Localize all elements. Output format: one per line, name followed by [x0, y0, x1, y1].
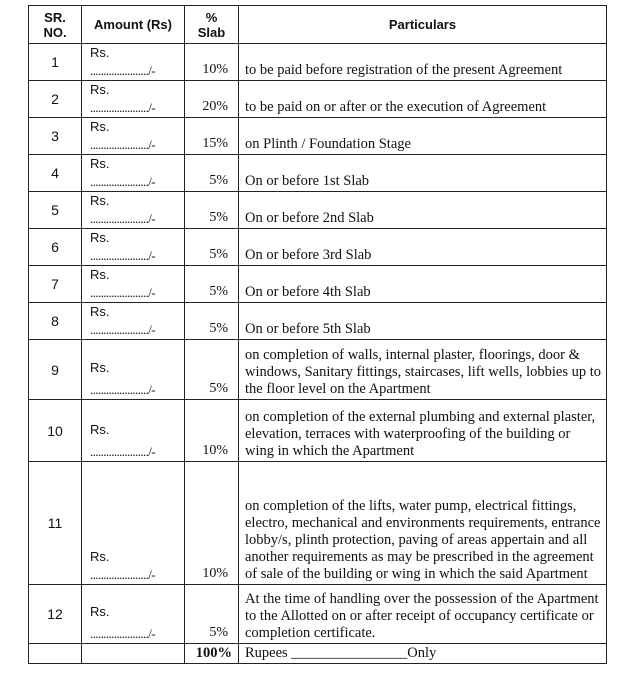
slab-percent-cell: 10%: [185, 400, 239, 462]
sr-no-cell: 2: [29, 81, 82, 118]
sr-no-cell: 5: [29, 192, 82, 229]
rs-label: Rs.: [90, 193, 110, 208]
sr-no-cell: 3: [29, 118, 82, 155]
amount-cell-content: [90, 44, 184, 80]
sr-no-cell: 6: [29, 229, 82, 266]
table-row: [29, 44, 607, 81]
table-row: [29, 81, 607, 118]
rs-label: Rs.: [90, 422, 110, 437]
slab-percent-cell: 5%: [185, 266, 239, 303]
slab-percent-cell: 5%: [185, 192, 239, 229]
amount-blank: ....................../-: [90, 285, 156, 300]
amount-blank: ....................../-: [90, 174, 156, 189]
particulars-cell: At the time of handling over the possession of the Apartment to the Allotted on or after receipt of occupancy certificate or completion certificate.: [239, 585, 607, 644]
header-slab-line2: Slab: [197, 24, 226, 40]
amount-blank: ....................../-: [90, 626, 156, 641]
amount-cell: [82, 585, 185, 644]
sr-no-cell: 4: [29, 155, 82, 192]
rs-label: Rs.: [90, 604, 110, 619]
particulars-cell: on completion of the lifts, water pump, electrical fittings, electro, mechanical and environments requirements, entrance lobby/s, plinth protection, paving of areas appertain and all another requirements as may be prescribed in the agreement of sale of the building or wing in which the said Apartment: [239, 462, 607, 585]
header-amount: Amount (Rs): [82, 6, 185, 44]
table-row: [29, 192, 607, 229]
header-sr-no: [29, 6, 82, 44]
slab-percent-cell: 15%: [185, 118, 239, 155]
amount-blank: ....................../-: [90, 137, 156, 152]
amount-blank: ....................../-: [90, 322, 156, 337]
amount-blank: ....................../-: [90, 211, 156, 226]
rs-label: Rs.: [90, 360, 110, 375]
sr-no-cell: 12: [29, 585, 82, 644]
slab-percent-cell: 5%: [185, 229, 239, 266]
particulars-cell: On or before 4th Slab: [239, 266, 607, 303]
slab-percent-cell: 10%: [185, 462, 239, 585]
amount-cell: [82, 400, 185, 462]
payment-schedule-table-wrapper: [28, 5, 607, 664]
particulars-cell: On or before 3rd Slab: [239, 229, 607, 266]
particulars-cell: On or before 1st Slab: [239, 155, 607, 192]
amount-cell-content: [90, 155, 184, 191]
table-row: [29, 118, 607, 155]
rs-label: Rs.: [90, 549, 110, 564]
slab-percent-cell: 5%: [185, 585, 239, 644]
amount-cell-content: [90, 303, 184, 339]
sr-no-cell: 11: [29, 462, 82, 585]
rs-label: Rs.: [90, 119, 110, 134]
amount-cell: [82, 340, 185, 400]
amount-cell-content: [90, 81, 184, 117]
rs-label: Rs.: [90, 156, 110, 171]
sr-no-cell: 9: [29, 340, 82, 400]
rs-label: Rs.: [90, 267, 110, 282]
table-row: [29, 229, 607, 266]
amount-cell-content: [90, 462, 184, 584]
table-row: [29, 155, 607, 192]
rs-label: Rs.: [90, 230, 110, 245]
header-sr-line1: SR.: [44, 9, 66, 25]
total-pct: 100%: [185, 644, 239, 664]
amount-blank: ....................../-: [90, 567, 156, 582]
particulars-cell: on completion of the external plumbing and external plaster, elevation, terraces with waterproofing of the building or wing in which the Apartment: [239, 400, 607, 462]
header-slab: [185, 6, 239, 44]
amount-cell-content: [90, 585, 184, 643]
header-slab-line1: %: [205, 9, 218, 25]
sr-no-cell: 7: [29, 266, 82, 303]
amount-cell: [82, 155, 185, 192]
table-row: [29, 266, 607, 303]
total-sr-cell: [29, 644, 82, 664]
payment-schedule-table: [28, 5, 607, 664]
sr-no-cell: 8: [29, 303, 82, 340]
table-row: [29, 303, 607, 340]
amount-cell: [82, 44, 185, 81]
amount-cell: [82, 462, 185, 585]
slab-percent-cell: 10%: [185, 44, 239, 81]
amount-cell: [82, 303, 185, 340]
amount-cell-content: [90, 400, 184, 461]
rs-label: Rs.: [90, 45, 110, 60]
slab-percent-cell: 5%: [185, 340, 239, 400]
amount-blank: ....................../-: [90, 382, 156, 397]
rs-label: Rs.: [90, 82, 110, 97]
amount-cell: [82, 192, 185, 229]
table-row: [29, 400, 607, 462]
amount-cell: [82, 229, 185, 266]
amount-cell-content: [90, 229, 184, 265]
amount-cell-content: [90, 192, 184, 228]
total-amount-cell: [82, 644, 185, 664]
table-row: [29, 585, 607, 644]
total-rupees-text: Rupees ________________Only: [239, 644, 607, 664]
amount-blank: ....................../-: [90, 63, 156, 78]
header-particulars: Particulars: [239, 6, 607, 44]
particulars-cell: On or before 2nd Slab: [239, 192, 607, 229]
particulars-cell: to be paid before registration of the present Agreement: [239, 44, 607, 81]
total-row: [29, 644, 607, 664]
table-body: [29, 44, 607, 644]
particulars-cell: to be paid on or after or the execution of Agreement: [239, 81, 607, 118]
amount-cell-content: [90, 340, 184, 399]
particulars-cell: On or before 5th Slab: [239, 303, 607, 340]
particulars-cell: on Plinth / Foundation Stage: [239, 118, 607, 155]
slab-percent-cell: 20%: [185, 81, 239, 118]
rs-label: Rs.: [90, 304, 110, 319]
slab-percent-cell: 5%: [185, 303, 239, 340]
particulars-cell: on completion of walls, internal plaster, floorings, door & windows, Sanitary fittings, staircases, lift wells, lobbies up to the floor level on the Apartment: [239, 340, 607, 400]
amount-cell-content: [90, 118, 184, 154]
header-row: [29, 6, 607, 44]
amount-cell: [82, 266, 185, 303]
amount-blank: ....................../-: [90, 100, 156, 115]
amount-blank: ....................../-: [90, 444, 156, 459]
slab-percent-cell: 5%: [185, 155, 239, 192]
sr-no-cell: 10: [29, 400, 82, 462]
sr-no-cell: 1: [29, 44, 82, 81]
amount-cell: [82, 81, 185, 118]
amount-cell-content: [90, 266, 184, 302]
table-row: [29, 340, 607, 400]
amount-cell: [82, 118, 185, 155]
amount-blank: ....................../-: [90, 248, 156, 263]
header-sr-line2: NO.: [43, 24, 67, 40]
table-row: [29, 462, 607, 585]
